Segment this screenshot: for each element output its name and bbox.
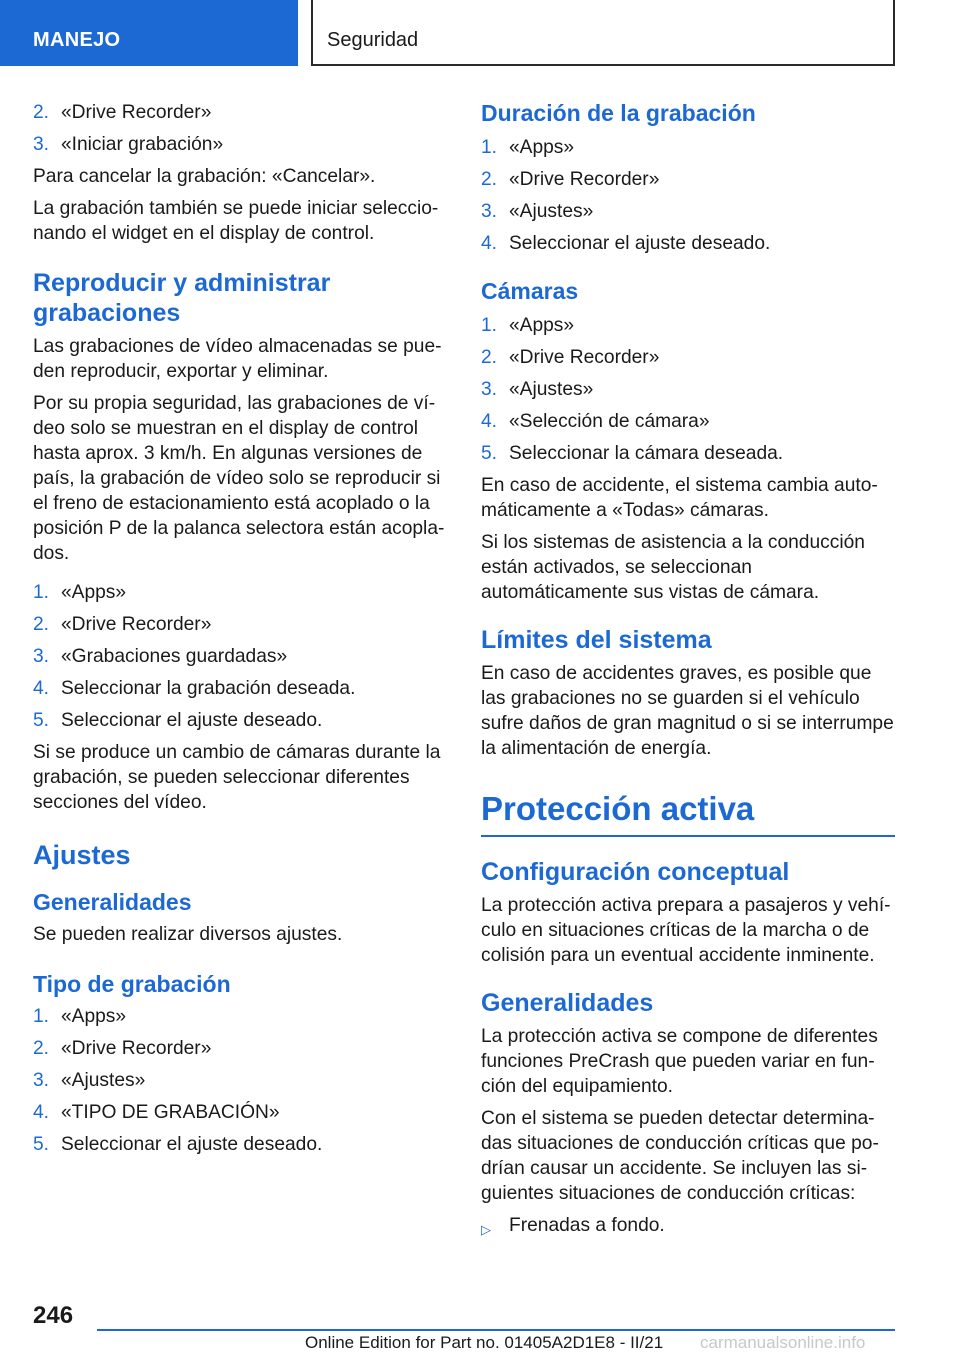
step-number: 2. bbox=[33, 102, 50, 123]
list-item bbox=[33, 580, 447, 605]
heading-duracion: Duración de la grabación bbox=[481, 100, 756, 126]
step-number: 4. bbox=[481, 411, 498, 432]
list-item bbox=[33, 100, 447, 125]
list-item bbox=[481, 409, 895, 434]
paragraph-widget: La grabación también se puede iniciar seleccionando el widget en el display de control. bbox=[33, 198, 439, 244]
step-number: 2. bbox=[481, 169, 498, 190]
step-text: «Apps» bbox=[509, 315, 575, 336]
paragraph-rep1: Las grabaciones de vídeo almacenadas se pueden reproducir, exportar y eliminar. bbox=[33, 336, 442, 382]
page-header bbox=[0, 0, 960, 66]
list-item bbox=[33, 1068, 447, 1093]
step-number: 5. bbox=[481, 443, 498, 464]
step-number: 3. bbox=[33, 1070, 50, 1091]
page-number: 246 bbox=[33, 1302, 74, 1329]
bullet-list bbox=[481, 1213, 895, 1242]
steps-cameras bbox=[481, 313, 895, 466]
step-text: Seleccionar el ajuste deseado. bbox=[61, 1134, 323, 1155]
step-text: «Iniciar grabación» bbox=[61, 134, 224, 155]
step-text: «TIPO DE GRABACIÓN» bbox=[61, 1102, 280, 1123]
steps-recording-type bbox=[33, 1004, 447, 1157]
step-text: «Apps» bbox=[61, 1006, 127, 1027]
footer-divider bbox=[97, 1329, 895, 1331]
step-text: «Ajustes» bbox=[61, 1070, 146, 1091]
list-item bbox=[481, 135, 895, 160]
steps-start-recording bbox=[33, 100, 447, 157]
step-number: 3. bbox=[481, 379, 498, 400]
step-text: «Drive Recorder» bbox=[61, 1038, 212, 1059]
step-text: «Drive Recorder» bbox=[509, 347, 660, 368]
heading-generalidades-2: Generalidades bbox=[481, 989, 654, 1017]
step-number: 5. bbox=[33, 1134, 50, 1155]
step-number: 3. bbox=[481, 201, 498, 222]
step-number: 3. bbox=[33, 646, 50, 667]
step-text: Seleccionar el ajuste deseado. bbox=[509, 233, 771, 254]
heading-reproducir: Reproducir y administrar grabaciones bbox=[33, 269, 331, 327]
step-number: 1. bbox=[33, 582, 50, 603]
paragraph-rep2: Por su propia seguridad, las grabaciones de vídeo solo se muestran en el display de control hasta aprox. 3 km/h. En algunas versiones de país, la grabación de vídeo solo se reproducir si el freno de estacionamiento está acoplado o la posición P de la palanca selectora están acoplados. bbox=[33, 393, 445, 564]
paragraph-camera-change: Si se produce un cambio de cámaras durante la grabación, se pueden seleccionar diferentes secciones del vídeo. bbox=[33, 742, 441, 813]
step-text: «Drive Recorder» bbox=[509, 169, 660, 190]
list-item bbox=[481, 441, 895, 466]
steps-duration bbox=[481, 135, 895, 256]
list-item bbox=[481, 231, 895, 256]
step-number: 1. bbox=[33, 1006, 50, 1027]
step-text: «Drive Recorder» bbox=[61, 102, 212, 123]
step-text: «Drive Recorder» bbox=[61, 614, 212, 635]
steps-recordings bbox=[33, 580, 447, 733]
list-item bbox=[33, 1132, 447, 1157]
list-item bbox=[33, 1036, 447, 1061]
list-item bbox=[33, 132, 447, 157]
step-text: Seleccionar la cámara deseada. bbox=[509, 443, 784, 464]
step-number: 2. bbox=[33, 614, 50, 635]
list-item bbox=[481, 1213, 895, 1242]
header-title: Seguridad bbox=[311, 0, 895, 66]
paragraph-gen2b: Con el sistema se pueden detectar determinadas situaciones de conducción críticas que podrían causar un accidente. Se incluyen las siguientes situaciones de conducción críticas: bbox=[481, 1108, 879, 1204]
triangle-right-icon: ▷ bbox=[481, 1222, 491, 1237]
list-item bbox=[481, 345, 895, 370]
step-number: 4. bbox=[33, 678, 50, 699]
footer-watermark: carmanualsonline.info bbox=[700, 1333, 866, 1352]
list-item bbox=[33, 1100, 447, 1125]
list-item bbox=[33, 676, 447, 701]
heading-limites: Límites del sistema bbox=[481, 626, 712, 654]
list-item bbox=[33, 708, 447, 733]
right-column bbox=[481, 100, 895, 1242]
step-number: 5. bbox=[33, 710, 50, 731]
heading-camaras: Cámaras bbox=[481, 278, 579, 304]
list-item bbox=[33, 644, 447, 669]
heading-ajustes: Ajustes bbox=[33, 840, 131, 870]
paragraph-config: La protección activa prepara a pasajeros y vehículo en situaciones críticas de la marcha o de colisión para un eventual accidente inminente. bbox=[481, 895, 891, 966]
step-text: «Selección de cámara» bbox=[509, 411, 710, 432]
step-text: «Apps» bbox=[61, 582, 127, 603]
step-text: «Ajustes» bbox=[509, 379, 594, 400]
step-text: Seleccionar el ajuste deseado. bbox=[61, 710, 323, 731]
list-item bbox=[33, 612, 447, 637]
list-item bbox=[481, 167, 895, 192]
step-number: 3. bbox=[33, 134, 50, 155]
paragraph-assistance: Si los sistemas de asistencia a la conducción están activados, se seleccionan automáticamente sus vistas de cámara. bbox=[481, 532, 865, 603]
list-item bbox=[481, 313, 895, 338]
step-number: 1. bbox=[481, 315, 498, 336]
step-number: 1. bbox=[481, 137, 498, 158]
step-text: «Apps» bbox=[509, 137, 575, 158]
step-number: 4. bbox=[481, 233, 498, 254]
heading-tipo-grabacion: Tipo de grabación bbox=[33, 971, 231, 997]
heading-proteccion-activa: Protección activa bbox=[481, 789, 895, 837]
list-item bbox=[481, 377, 895, 402]
bullet-text: Frenadas a fondo. bbox=[509, 1215, 665, 1236]
paragraph-limites: En caso de accidentes graves, es posible que las grabaciones no se guarden si el vehículo sufre daños de gran magnitud o si se interrumpe la alimentación de energía. bbox=[481, 663, 894, 759]
paragraph-generalidades: Se pueden realizar diversos ajustes. bbox=[33, 924, 343, 945]
paragraph-gen2a: La protección activa se compone de diferentes funciones PreCrash que pueden variar en función del equipamiento. bbox=[481, 1026, 878, 1097]
step-number: 4. bbox=[33, 1102, 50, 1123]
heading-generalidades: Generalidades bbox=[33, 889, 192, 915]
paragraph-accident: En caso de accidente, el sistema cambia automáticamente a «Todas» cámaras. bbox=[481, 475, 878, 521]
left-column bbox=[33, 100, 447, 1164]
list-item bbox=[33, 1004, 447, 1029]
step-text: «Grabaciones guardadas» bbox=[61, 646, 288, 667]
step-text: Seleccionar la grabación deseada. bbox=[61, 678, 356, 699]
heading-config-conceptual: Configuración conceptual bbox=[481, 858, 790, 886]
list-item bbox=[481, 199, 895, 224]
footer-edition: Online Edition for Part no. 01405A2D1E8 - II/21 bbox=[305, 1333, 664, 1352]
step-number: 2. bbox=[33, 1038, 50, 1059]
paragraph-cancel: Para cancelar la grabación: «Cancelar». bbox=[33, 166, 376, 187]
section-tab[interactable]: MANEJO bbox=[0, 0, 298, 66]
step-number: 2. bbox=[481, 347, 498, 368]
step-text: «Ajustes» bbox=[509, 201, 594, 222]
